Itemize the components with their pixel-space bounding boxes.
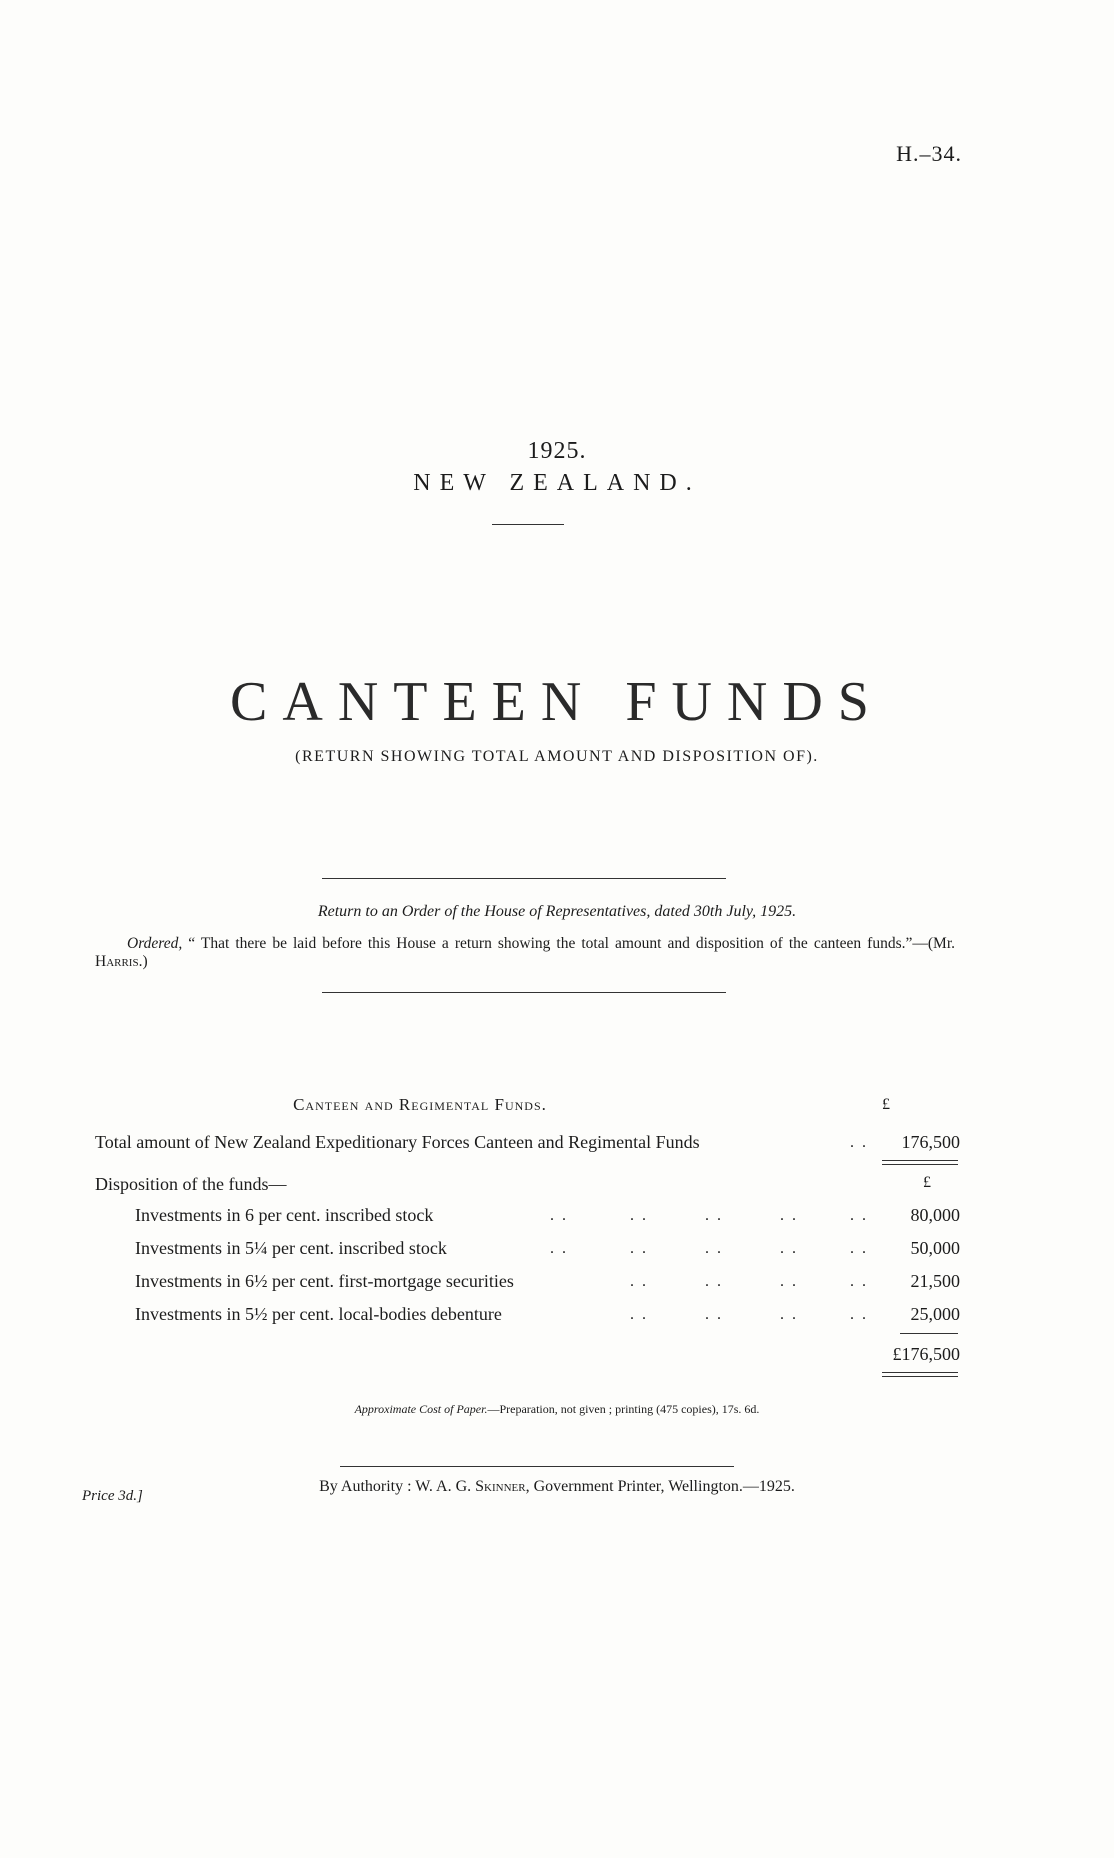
year: 1925. (527, 438, 587, 464)
table-heading: Canteen and Regimental Funds. (293, 1095, 547, 1114)
sum-rule (900, 1333, 958, 1334)
leader-dots: . . (850, 1134, 868, 1151)
leader-dots: . . (630, 1207, 648, 1224)
leader-dots: . . (630, 1273, 648, 1290)
price: Price 3d.] (82, 1488, 143, 1504)
total-label: Total amount of New Zealand Expeditionary Forces Canteen and Regimental Funds (95, 1132, 700, 1152)
leader-dots: . . (780, 1207, 798, 1224)
leader-dots: . . (705, 1207, 723, 1224)
leader-dots: . . (630, 1306, 648, 1323)
order-paragraph (95, 935, 955, 971)
leader-dots: . . (550, 1207, 568, 1224)
table-row-label: Investments in 5¼ per cent. inscribed stock (135, 1238, 447, 1258)
leader-dots: . . (705, 1273, 723, 1290)
leader-dots: . . (550, 1240, 568, 1257)
paper-reference: H.–34. (896, 141, 962, 166)
leader-dots: . . (850, 1207, 868, 1224)
authority-rule (340, 1466, 734, 1467)
grand-total: £176,500 (892, 1344, 960, 1364)
cost-note (0, 1402, 1114, 1417)
table-row-value: 25,000 (910, 1304, 960, 1324)
document-title: CANTEEN FUNDS (230, 671, 884, 733)
divider-short (492, 524, 564, 525)
leader-dots: . . (630, 1240, 648, 1257)
leader-dots: . . (780, 1240, 798, 1257)
total-value: 176,500 (901, 1132, 960, 1152)
leader-dots: . . (780, 1306, 798, 1323)
ordered-name: Harris (95, 953, 139, 970)
leader-dots: . . (705, 1306, 723, 1323)
table-row-value: 50,000 (910, 1238, 960, 1258)
table-row-label: Investments in 6½ per cent. first-mortgage securities (135, 1271, 514, 1291)
divider-bottom (322, 992, 726, 993)
table-row-label: Investments in 5½ per cent. local-bodies debenture (135, 1304, 502, 1324)
ordered-text: “ That there be laid before this House a return showing the total amount and disposition of the canteen funds.”—(Mr. (182, 935, 955, 952)
ordered-lead: Ordered, (127, 935, 183, 952)
leader-dots: . . (850, 1240, 868, 1257)
authority-text: , Government Printer, Wellington.—1925. (525, 1478, 795, 1495)
grand-total-rule-a (882, 1372, 958, 1373)
printer-name: Skinner (475, 1478, 526, 1495)
grand-total-rule-b (882, 1376, 958, 1377)
document-subtitle: (RETURN SHOWING TOTAL AMOUNT AND DISPOSITION OF). (295, 748, 819, 765)
country: NEW ZEALAND. (413, 470, 701, 496)
authority-line (0, 1478, 1114, 1496)
currency-header: £ (882, 1096, 890, 1113)
disposition-currency: £ (923, 1174, 931, 1191)
leader-dots: . . (705, 1240, 723, 1257)
leader-dots: . . (850, 1273, 868, 1290)
double-rule-b (882, 1164, 958, 1165)
divider-top (322, 878, 726, 879)
leader-dots: . . (850, 1306, 868, 1323)
cost-note-lead: Approximate Cost of Paper. (354, 1402, 488, 1416)
leader-dots: . . (780, 1273, 798, 1290)
cost-note-text: —Preparation, not given ; printing (475 copies), 17s. 6d. (487, 1402, 760, 1416)
table-row-label: Investments in 6 per cent. inscribed stock (135, 1205, 434, 1225)
ordered-end: .) (138, 953, 148, 970)
table-row-value: 21,500 (910, 1271, 960, 1291)
table-row-value: 80,000 (910, 1205, 960, 1225)
authority-lead: By Authority : W. A. G. (319, 1478, 476, 1495)
return-order-line: Return to an Order of the House of Representatives, dated 30th July, 1925. (317, 903, 797, 920)
double-rule-a (882, 1160, 958, 1161)
disposition-label: Disposition of the funds— (95, 1174, 287, 1194)
